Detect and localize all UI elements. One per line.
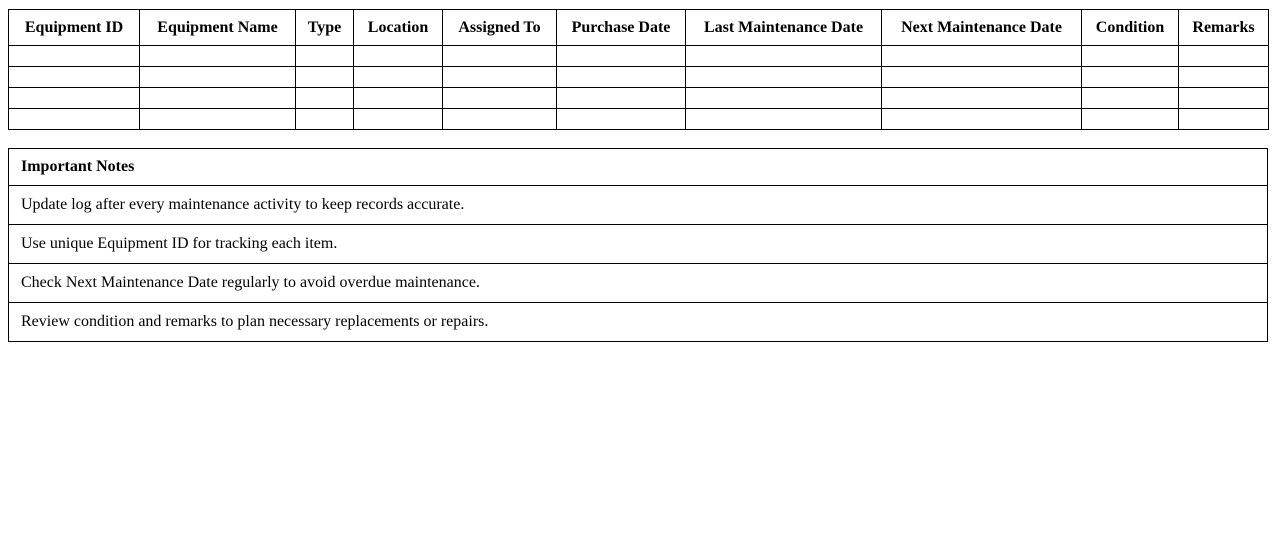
empty-cell [140,109,296,130]
equipment-log-table [8,9,1269,130]
empty-cell [9,88,140,109]
empty-cell [1082,88,1179,109]
table-row [9,67,1269,88]
empty-cell [1082,67,1179,88]
empty-cell [443,109,557,130]
empty-cell [686,88,882,109]
empty-cell [1179,46,1269,67]
empty-cell [557,46,686,67]
note-text: Review condition and remarks to plan necessary replacements or repairs. [9,303,1268,342]
empty-cell [557,67,686,88]
note-row [9,186,1268,225]
column-header-location: Location [354,10,443,46]
empty-cell [1179,67,1269,88]
notes-header-row [9,149,1268,186]
column-header-assigned-to: Assigned To [443,10,557,46]
empty-cell [443,67,557,88]
empty-cell [557,109,686,130]
important-notes-table [8,148,1268,342]
empty-cell [296,46,354,67]
empty-cell [557,88,686,109]
empty-cell [140,88,296,109]
note-text: Use unique Equipment ID for tracking each item. [9,225,1268,264]
empty-cell [686,67,882,88]
empty-cell [1082,46,1179,67]
notes-title: Important Notes [9,149,1268,186]
note-text: Update log after every maintenance activity to keep records accurate. [9,186,1268,225]
column-header-condition: Condition [1082,10,1179,46]
column-header-purchase-date: Purchase Date [557,10,686,46]
empty-cell [9,109,140,130]
empty-cell [296,67,354,88]
table-row [9,46,1269,67]
empty-cell [686,109,882,130]
equipment-table-header-row [9,10,1269,46]
empty-cell [354,88,443,109]
column-header-equipment-name: Equipment Name [140,10,296,46]
note-row [9,225,1268,264]
empty-cell [140,67,296,88]
empty-cell [1082,109,1179,130]
note-row [9,303,1268,342]
empty-cell [9,46,140,67]
empty-cell [354,46,443,67]
table-row [9,88,1269,109]
empty-cell [882,46,1082,67]
note-row [9,264,1268,303]
empty-cell [882,67,1082,88]
empty-cell [882,88,1082,109]
column-header-next-maintenance-date: Next Maintenance Date [882,10,1082,46]
empty-cell [443,46,557,67]
column-header-last-maintenance-date: Last Maintenance Date [686,10,882,46]
empty-cell [296,109,354,130]
empty-cell [1179,88,1269,109]
column-header-type: Type [296,10,354,46]
empty-cell [882,109,1082,130]
column-header-equipment-id: Equipment ID [9,10,140,46]
note-text: Check Next Maintenance Date regularly to avoid overdue maintenance. [9,264,1268,303]
table-row [9,109,1269,130]
empty-cell [1179,109,1269,130]
empty-cell [9,67,140,88]
empty-cell [140,46,296,67]
empty-cell [296,88,354,109]
empty-cell [354,109,443,130]
empty-cell [443,88,557,109]
empty-cell [686,46,882,67]
empty-cell [354,67,443,88]
column-header-remarks: Remarks [1179,10,1269,46]
